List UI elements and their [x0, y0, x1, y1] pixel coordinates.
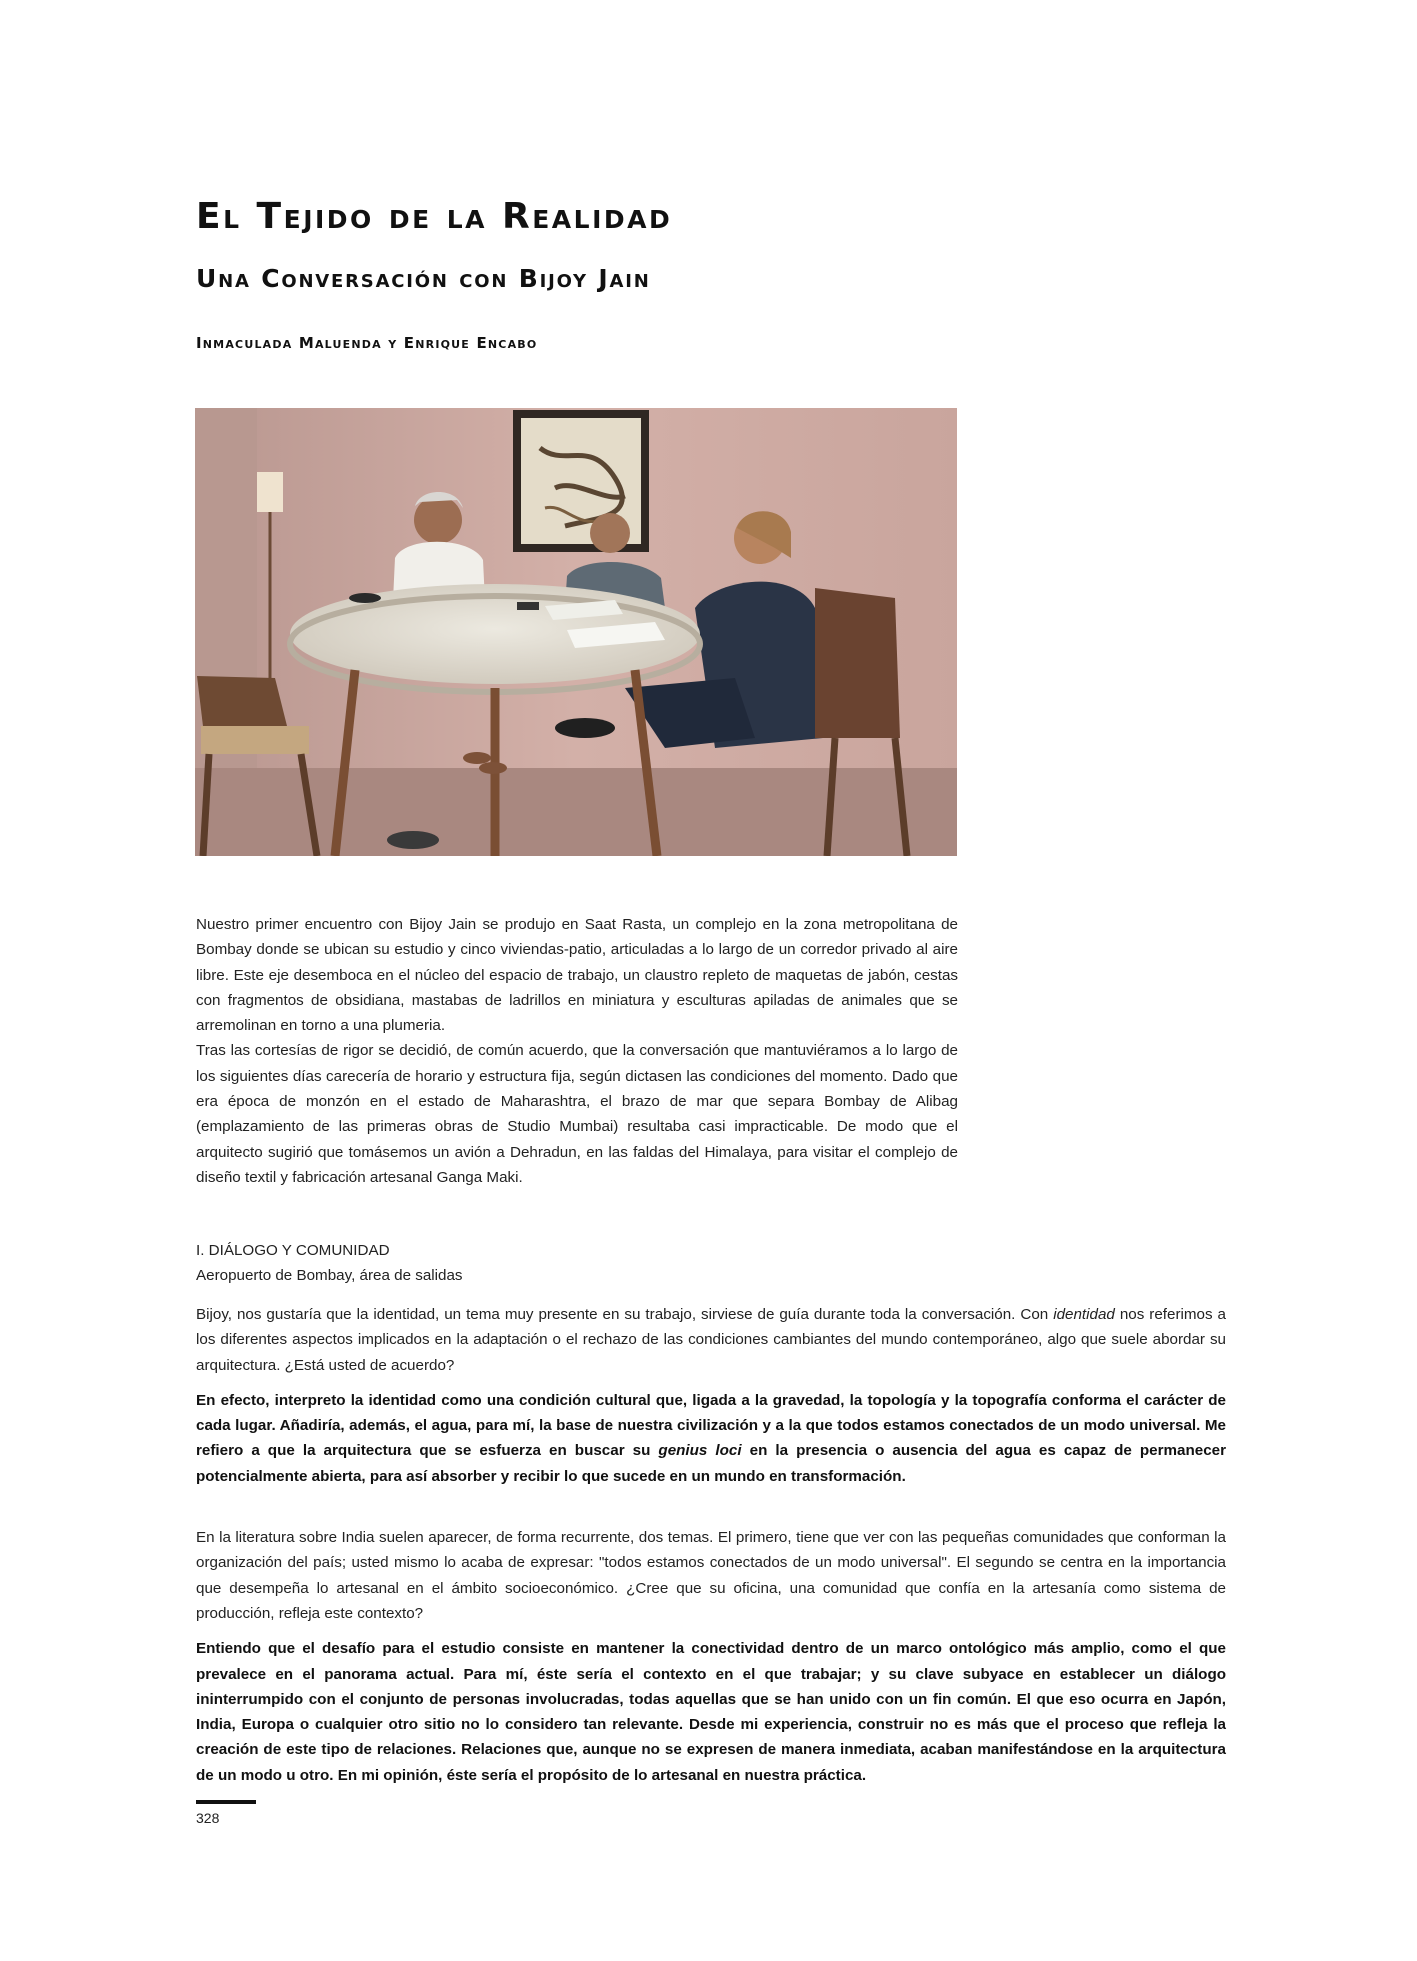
- article-subtitle: Una Conversación con Bijoy Jain: [196, 264, 651, 293]
- answer-emphasis: genius loci: [658, 1442, 742, 1460]
- intro-paragraph: Tras las cortesías de rigor se decidió, de común acuerdo, que la conversación que mantuviéramos a lo largo de los siguientes días carecería de horario y estructura fija, según dictasen las condiciones del momento. Dado que era época de monzón en el estado de Maharashtra, el brazo de mar que separa Bombay de Alibag (emplazamiento de las primeras obras de Studio Mumbai) resultaba casi impracticable. De modo que el arquitecto sugirió que tomásemos un avión a Dehradun, en las faldas del Himalaya, para visitar el complejo de diseño textil y fabricación artesanal Ganga Maki.: [196, 1042, 958, 1186]
- article-authors: Inmaculada Maluenda y Enrique Encabo: [196, 334, 538, 352]
- question-text: Bijoy, nos gustaría que la identidad, un tema muy presente en su trabajo, sirviese de guía durante toda la conversación. Con: [196, 1306, 1054, 1323]
- intro-paragraph: Nuestro primer encuentro con Bijoy Jain se produjo en Saat Rasta, un complejo en la zona metropolitana de Bombay donde se ubican su estudio y cinco viviendas-patio, articuladas a lo largo de un corredor privado al aire libre. Este eje desemboca en el núcleo del espacio de trabajo, un claustro repleto de maquetas de jabón, cestas con fragmentos de obsidiana, mastabas de ladrillos en miniatura y esculturas apiladas de animales que se arremolinan en torno a una plumeria.: [196, 916, 958, 1035]
- page-number: 328: [196, 1810, 220, 1826]
- section-heading: I. DIÁLOGO Y COMUNIDAD: [196, 1242, 390, 1259]
- meeting-photo: [195, 408, 957, 856]
- question-text: nos referimos a los diferentes aspectos implicados en la adaptación o el rechazo de las condiciones cambiantes del mundo contemporáneo, algo que suele abordar su arquitectura. ¿Está usted de acuerdo?: [196, 1306, 1226, 1374]
- footer-rule: [196, 1800, 256, 1804]
- article-title: El Tejido de la Realidad: [196, 196, 673, 237]
- question-1: [196, 1302, 1226, 1378]
- answer-2: Entiendo que el desafío para el estudio consiste en mantener la conectividad dentro de un marco ontológico más amplio, como el que prevalece en el panorama actual. Para mí, éste sería el contexto en el que trabajar; y su clave subyace en establecer un diálogo ininterrumpido con el conjunto de personas involucradas, todas aquellas que se han unido con un fin común. El que eso ocurra en Japón, India, Europa o cualquier otro sitio no lo considero tan relevante. Desde mi experiencia, construir no es más que el proceso que refleja la creación de este tipo de relaciones. Relaciones que, aunque no se expresen de manera inmediata, acaban manifestándose en la arquitectura de un modo u otro. En mi opinión, éste sería el propósito de lo artesanal en nuestra práctica.: [196, 1640, 1226, 1784]
- answer-text: En efecto, interpreto la identidad como una condición cultural que, ligada a la gravedad, la topología y la topografía conforma el carácter de cada lugar. Añadiría, además, el agua, para mí, la base de nuestra civilización y a la que todos estamos conectados de un modo universal. Me refiero a que la arquitectura que se esfuerza en buscar su: [196, 1391, 1226, 1460]
- intro-text: [196, 912, 958, 1190]
- question-2: En la literatura sobre India suelen aparecer, de forma recurrente, dos temas. El primero, tiene que ver con las pequeñas comunidades que conforman la organización del país; usted mismo lo acaba de expresar: "todos estamos conectados de un modo universal". El segundo se centra en la importancia que desempeña lo artesanal en el ámbito socioeconómico. ¿Cree que su oficina, una comunidad que confía en la artesanía como sistema de producción, refleja este contexto?: [196, 1529, 1226, 1622]
- answer-1: [196, 1388, 1226, 1489]
- question-emphasis: identidad: [1053, 1306, 1115, 1323]
- interview-section: [196, 1238, 1226, 1788]
- answer-text: en la presencia o ausencia del agua es capaz de permanecer potencialmente abierta, para así absorber y recibir lo que sucede en un mundo en transformación.: [196, 1442, 1226, 1485]
- meeting-photo-illustration: [195, 408, 957, 856]
- section-location: Aeropuerto de Bombay, área de salidas: [196, 1267, 463, 1284]
